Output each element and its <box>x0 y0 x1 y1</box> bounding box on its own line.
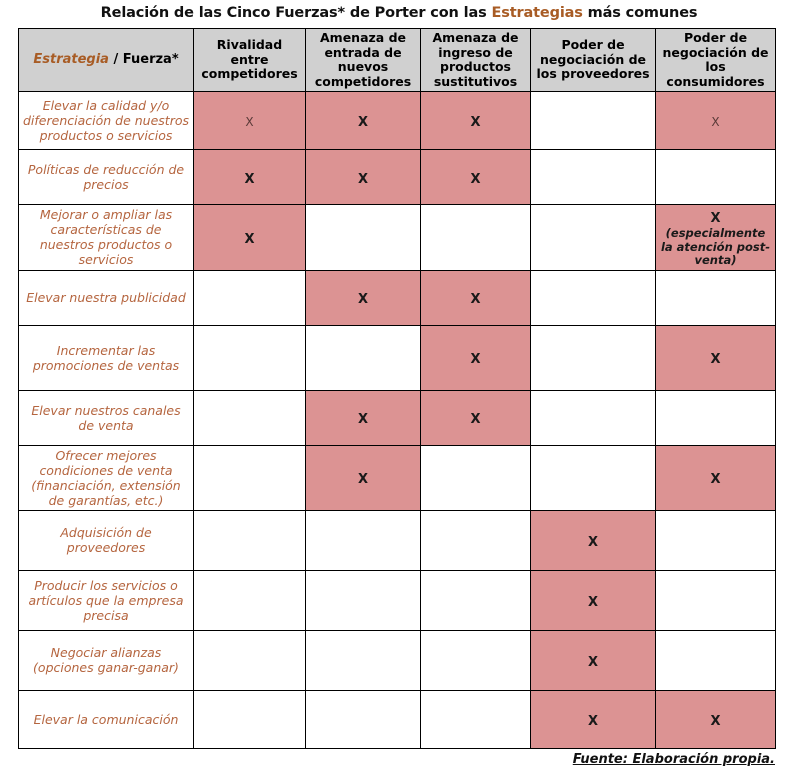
cell-mark: X <box>357 412 369 427</box>
table-row <box>19 510 776 570</box>
cell-note: (especialmente la atención post-venta) <box>660 226 771 267</box>
table-row <box>19 570 776 630</box>
strategy-label: Adquisición de proveedores <box>19 510 194 570</box>
cell-mark: X <box>244 231 255 247</box>
cell-mark: X <box>470 115 481 130</box>
strategy-label: Elevar nuestra publicidad <box>19 270 194 325</box>
matrix-cell <box>421 690 531 748</box>
cell-mark: X <box>357 171 369 187</box>
title-text-after: más comunes <box>582 5 698 21</box>
matrix-cell <box>421 445 531 510</box>
source-attribution: Fuente: Elaboración propia. <box>572 752 775 767</box>
cell-mark: X <box>587 594 599 610</box>
matrix-cell <box>531 630 656 690</box>
matrix-cell <box>421 510 531 570</box>
table-row <box>19 205 776 271</box>
matrix-cell <box>194 445 306 510</box>
table-row <box>19 270 776 325</box>
matrix-cell <box>656 510 776 570</box>
page-title <box>0 0 798 22</box>
matrix-cell <box>531 510 656 570</box>
cell-mark: X <box>357 115 369 130</box>
matrix-cell <box>531 92 656 150</box>
matrix-cell <box>194 570 306 630</box>
matrix-cell <box>306 270 421 325</box>
strategy-label: Mejorar o ampliar las características de nuestros productos o servicios <box>19 205 194 271</box>
table-header <box>19 29 776 92</box>
cell-mark: X <box>470 352 481 367</box>
strategy-label: Elevar nuestros canales de venta <box>19 390 194 445</box>
cell-mark: X <box>470 292 481 307</box>
header-col-rivalry: Rivalidad entre competidores <box>194 29 306 92</box>
matrix-cell <box>194 510 306 570</box>
matrix-cell <box>194 150 306 205</box>
matrix-cell <box>194 205 306 271</box>
matrix-cell <box>194 390 306 445</box>
cell-mark: X <box>710 472 721 487</box>
matrix-cell <box>306 570 421 630</box>
matrix-cell <box>306 630 421 690</box>
header-corner-cell <box>19 29 194 92</box>
matrix-cell <box>656 205 776 271</box>
matrix-cell <box>194 270 306 325</box>
cell-mark: X <box>587 654 599 670</box>
header-col-suppliers: Poder de negociación de los proveedores <box>531 29 656 92</box>
header-col-new-entrants: Amenaza de entrada de nuevos competidores <box>306 29 421 92</box>
header-force-label: Fuerza* <box>122 51 179 67</box>
title-accent-word: Estrategias <box>491 5 583 21</box>
strategy-label: Elevar la comunicación <box>19 690 194 748</box>
matrix-cell <box>421 390 531 445</box>
strategy-label: Elevar la calidad y/o diferenciación de nuestros productos o servicios <box>19 92 194 150</box>
matrix-cell <box>656 325 776 390</box>
cell-mark: X <box>711 115 720 129</box>
matrix-cell <box>531 390 656 445</box>
matrix-cell <box>531 325 656 390</box>
matrix-cell <box>194 630 306 690</box>
table-header-row <box>19 29 776 92</box>
table-body <box>19 92 776 749</box>
cell-mark: X <box>470 412 481 427</box>
cell-mark: X <box>357 472 369 487</box>
cell-mark: X <box>587 534 599 550</box>
matrix-cell <box>306 325 421 390</box>
matrix-cell <box>421 150 531 205</box>
table-row <box>19 630 776 690</box>
cell-mark: X <box>587 713 599 729</box>
header-strategy-label: Estrategia <box>33 51 109 67</box>
matrix-cell <box>421 270 531 325</box>
matrix-cell <box>531 150 656 205</box>
matrix-cell <box>421 630 531 690</box>
matrix-cell <box>656 150 776 205</box>
matrix-cell <box>531 445 656 510</box>
cell-mark: X <box>470 171 481 187</box>
matrix-cell <box>531 690 656 748</box>
matrix-cell <box>421 205 531 271</box>
table-row <box>19 445 776 510</box>
strategy-label: Incrementar las promociones de ventas <box>19 325 194 390</box>
table-row <box>19 150 776 205</box>
table-row <box>19 390 776 445</box>
header-col-consumers: Poder de negociación de los consumidores <box>656 29 776 92</box>
matrix-cell <box>306 390 421 445</box>
cell-mark: X <box>357 292 369 307</box>
title-text-before: Relación de las Cinco Fuerzas* de Porter con las <box>100 5 492 21</box>
matrix-cell <box>306 205 421 271</box>
matrix-cell <box>306 92 421 150</box>
matrix-cell <box>656 570 776 630</box>
matrix-cell <box>306 690 421 748</box>
matrix-cell <box>656 445 776 510</box>
matrix-cell <box>656 92 776 150</box>
matrix-cell <box>194 92 306 150</box>
matrix-cell <box>656 690 776 748</box>
matrix-cell <box>421 92 531 150</box>
matrix-cell <box>306 510 421 570</box>
header-col-substitutes: Amenaza de ingreso de productos sustitutivos <box>421 29 531 92</box>
matrix-cell <box>531 570 656 630</box>
matrix-cell <box>306 150 421 205</box>
porter-forces-strategy-table <box>18 28 776 749</box>
matrix-cell <box>421 325 531 390</box>
cell-mark: X <box>245 115 254 129</box>
matrix-cell <box>421 570 531 630</box>
matrix-table-wrapper <box>18 28 775 749</box>
cell-mark: X <box>710 211 721 226</box>
table-row <box>19 690 776 748</box>
matrix-cell <box>194 325 306 390</box>
matrix-cell <box>656 390 776 445</box>
matrix-cell <box>306 445 421 510</box>
header-separator: / <box>108 51 123 67</box>
strategy-label: Producir los servicios o artículos que la empresa precisa <box>19 570 194 630</box>
strategy-label: Políticas de reducción de precios <box>19 150 194 205</box>
matrix-cell <box>656 630 776 690</box>
table-row <box>19 92 776 150</box>
cell-mark: X <box>710 352 721 367</box>
table-row <box>19 325 776 390</box>
matrix-cell <box>656 270 776 325</box>
matrix-cell <box>194 690 306 748</box>
matrix-cell <box>531 205 656 271</box>
cell-mark: X <box>710 713 721 729</box>
matrix-cell <box>531 270 656 325</box>
strategy-label: Negociar alianzas (opciones ganar-ganar) <box>19 630 194 690</box>
strategy-label: Ofrecer mejores condiciones de venta (financiación, extensión de garantías, etc.) <box>19 445 194 510</box>
cell-mark: X <box>244 171 255 187</box>
